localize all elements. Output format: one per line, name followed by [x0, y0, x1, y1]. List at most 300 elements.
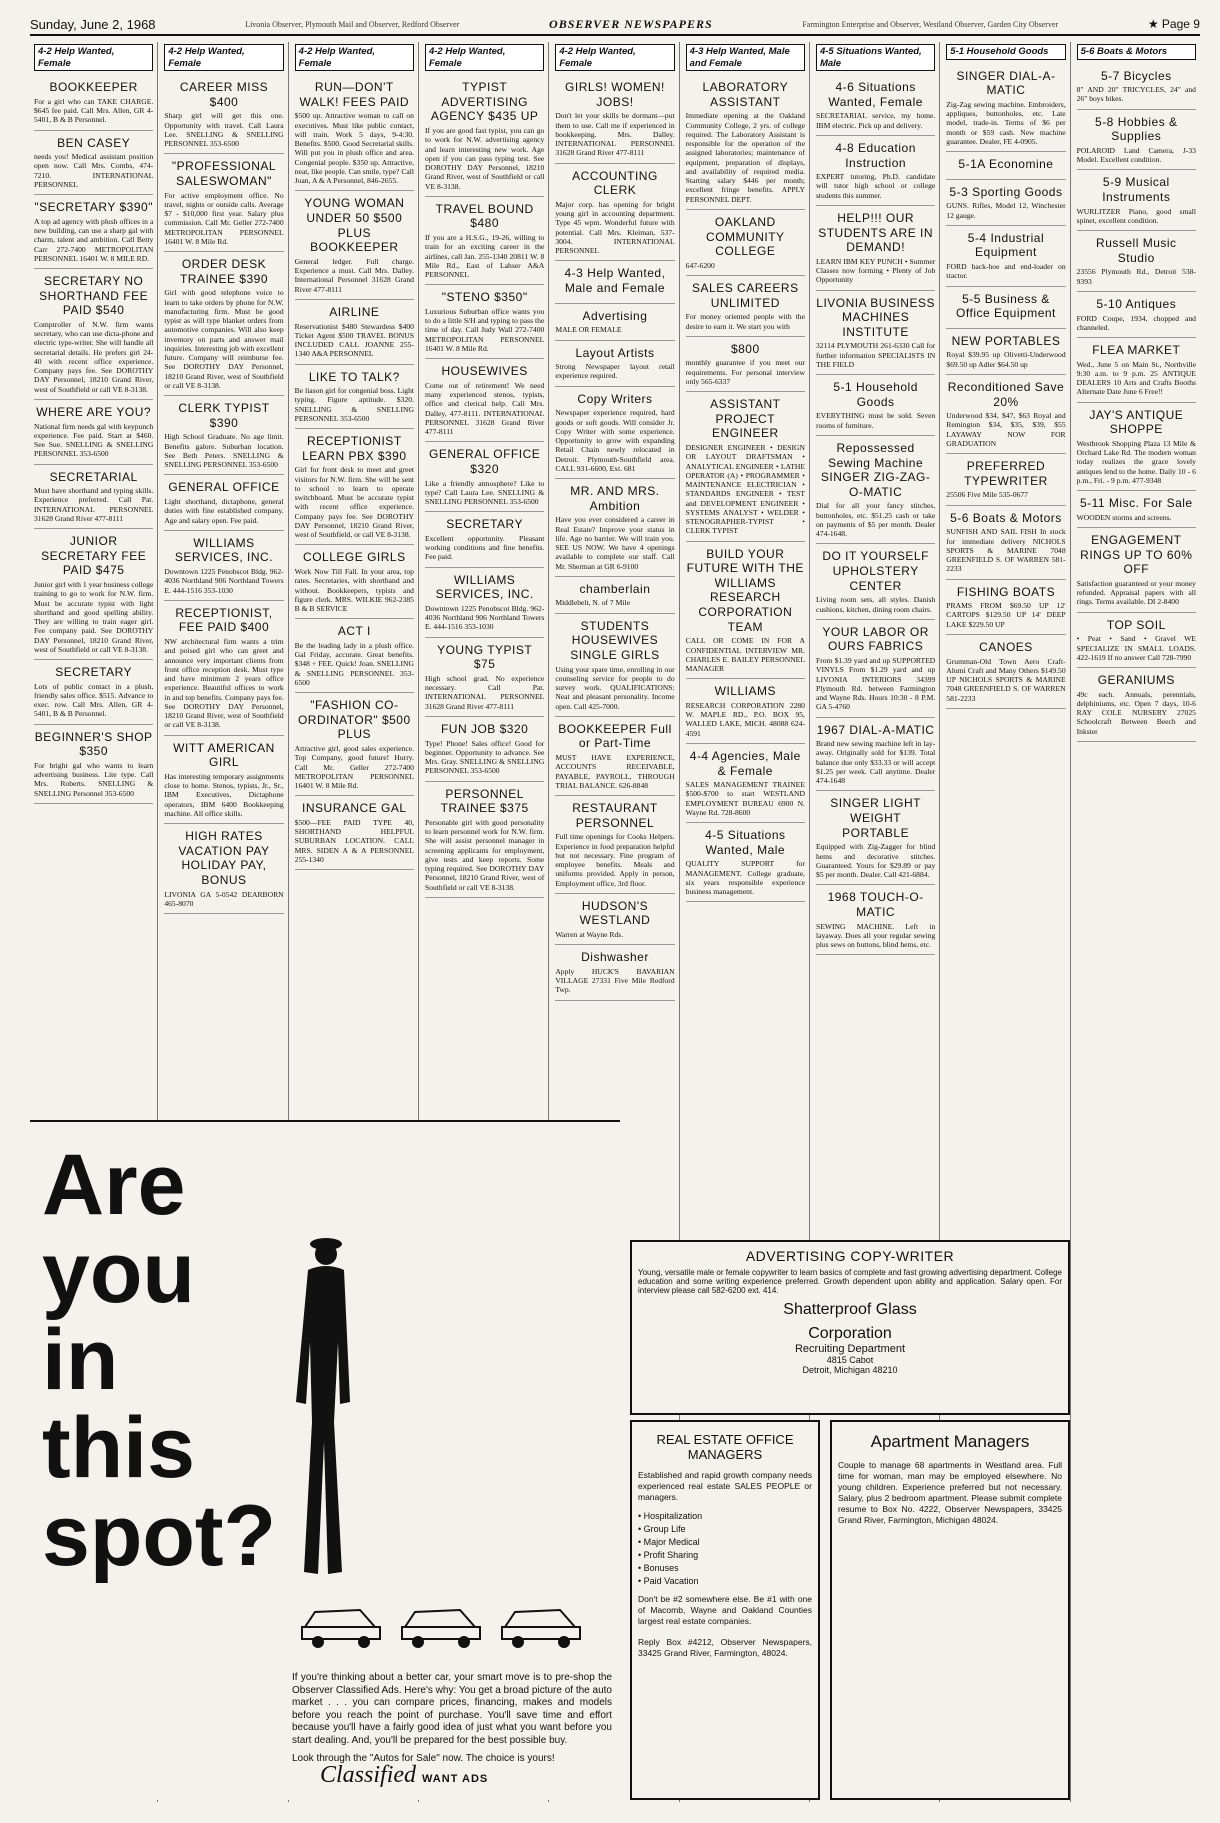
ad-title: SINGER LIGHT WEIGHT PORTABLE — [830, 796, 921, 840]
classified-ad — [164, 531, 283, 601]
classified-ad — [1077, 528, 1196, 613]
ad-title: Russell Music Studio — [1096, 236, 1177, 265]
classified-ad — [816, 791, 935, 885]
classified-ad — [425, 75, 544, 197]
ad-body: Immediate opening at the Oakland Community College, 2 yrs. of college required. The Laboratory Assistant is responsible for the operation of the assigned laboratories; maintenance of equipment, preparation of displays, and availability of required media. Starting salary $446 per month; excellent fringe benefits. APPLY PERSONNEL DEPT. — [685, 111, 805, 204]
ad-title: 4-6 Situations Wanted, Female — [828, 80, 923, 109]
ad-body: Zig-Zag sewing machine. Embroiders, appliques, buttonholes, etc. Late model, trade-in. Terms of $6 per month or $59 cash. New machine guarantee. Dealer, FE 4-0905. — [946, 99, 1066, 146]
ad-title: TRAVEL BOUND $480 — [435, 201, 534, 231]
ad-body: FORD back-hoe and end-loader on tractor. — [946, 262, 1066, 281]
ad-title: 5-8 Hobbies & Supplies — [1095, 114, 1178, 144]
classified-ad — [1077, 231, 1196, 292]
classified-ad — [295, 365, 414, 430]
classified-ad — [425, 512, 544, 567]
classified-ad — [686, 679, 805, 744]
classified-ad — [555, 717, 674, 796]
ad-title: COLLEGE GIRLS — [303, 550, 406, 565]
ad-title: RECEPTIONIST, FEE PAID $400 — [175, 605, 273, 635]
ad-title: 5-7 Bicycles — [1100, 68, 1172, 83]
classified-ad — [946, 580, 1065, 635]
ad-title: CAREER MISS $400 — [179, 80, 269, 109]
ad-title: BEGINNER'S SHOP $350 — [34, 729, 153, 759]
ad-title: "PROFESSIONAL SALESWOMAN" — [171, 159, 277, 189]
ad-title: 5-1A Economine — [958, 157, 1054, 172]
ad-body: Type! Phone! Sales office! Good for beginner. Opportunity to advance. See Mrs. Gray. SNELLING & SNELLING PERSONNEL 353-6500 — [424, 738, 545, 776]
classified-ad — [34, 660, 153, 725]
company-name-1: Shatterproof Glass — [783, 1301, 917, 1318]
ad-title: WITT AMERICAN GIRL — [173, 740, 275, 770]
classified-ad — [295, 619, 414, 693]
ad-title: Repossessed Sewing Machine SINGER ZIG-ZAG-O-MATIC — [820, 440, 931, 499]
classified-ad — [816, 136, 935, 206]
section-heading: 4-2 Help Wanted, Female — [295, 44, 414, 71]
section-heading: 5-6 Boats & Motors — [1077, 44, 1196, 60]
ad-body: Must have shorthand and typing skills. Experience preferred. Call Pat. INTERNATIONAL PERSONNEL 31628 Grand River 477-8111 — [34, 486, 154, 523]
ad-title: GENERAL OFFICE — [168, 480, 280, 495]
ad-title: SALES CAREERS UNLIMITED — [692, 281, 799, 310]
ad-title: 5-9 Musical Instruments — [1102, 175, 1171, 205]
ad-title: GIRLS! WOMEN! JOBS! — [565, 80, 665, 109]
classified-ad — [425, 568, 544, 638]
ad-body: WOODEN storms and screens. — [1076, 512, 1172, 522]
classified-ad — [555, 304, 674, 341]
ad-body: Westbrook Shopping Plaza 13 Mile & Orchard Lake Rd. The modern woman today realizes the grace lovely antiques lend to the home. Daily 10 - 6 p.m., Fri. - 9 p.m. 477-9348 — [1076, 438, 1196, 485]
ad-body: monthly guarantee if you meet our requirements. For personal interview only 565-6337 — [685, 358, 805, 386]
section-heading: 4-2 Help Wanted, Female — [425, 44, 544, 71]
ad-title: WILLIAMS SERVICES, INC. — [174, 535, 274, 565]
ad-title: 5-6 Boats & Motors — [950, 510, 1062, 525]
ad-title: ACCOUNTING CLERK — [572, 168, 658, 198]
real-estate-ad — [630, 1420, 820, 1800]
classified-ad — [425, 782, 544, 898]
classified-ad — [946, 375, 1065, 454]
classified-ad — [946, 226, 1065, 287]
ad-body: Comptroller of N.W. firm wants secretary, who can use dicta-phone and electric type-writer. She will handle all secretarial details. He prefers girl 24-40 with recent office experience. Company pays fee. See DOROTHY DAY Personnel, 18210 Grand River, west of Southfield or call VE 8-3138. — [34, 319, 154, 394]
classified-ad — [34, 269, 153, 400]
ad-title: Advertising — [582, 308, 648, 323]
ad-title: JUNIOR SECRETARY FEE PAID $475 — [41, 534, 147, 578]
ad-title: 4-5 Situations Wanted, Male — [705, 828, 786, 857]
ad-body: Middlebelt, N. of 7 Mile — [555, 598, 630, 608]
classified-ad — [425, 359, 544, 442]
classified-ad — [164, 154, 283, 252]
ad-body: $500—FEE PAID TYPE 40, SHORTHAND HELPFUL SUBURBAN LOCATION. CALL MRS. SIDEN A & A PERSONNEL 255-1340 — [294, 817, 414, 864]
classified-ad — [555, 164, 674, 262]
masthead: OBSERVER NEWSPAPERS — [549, 16, 713, 31]
classified-ad — [946, 506, 1065, 580]
ad-body: 23556 Plymouth Rd., Detroit 538-9393 — [1076, 267, 1196, 286]
ad-body: Work Now Till Fall. In your area, top rates. Secretaries, with shorthand and without. Bookkeepers, typists and figure clerk. MRS. WILKIE 962-2385 B & B SERVICE — [294, 567, 414, 614]
ad-body: Come out of retirement! We need many experienced stenos, typists, office and clerical help. Call Mrs. Dalley, 477-8111. INTERNATIONAL PERSONNEL 31628 Grand River 477-8111 — [424, 380, 545, 437]
classified-ad — [1077, 338, 1196, 403]
classified-ad — [164, 601, 283, 736]
ad-title: PERSONNEL TRAINEE $375 — [440, 786, 529, 816]
ad-body: EXPERT tutoring, Ph.D. candidate will tutor high school or college students this summer. — [815, 172, 936, 200]
ad-body: DESIGNER ENGINEER • DESIGN OR LAYOUT DRAFTSMAN • ANALYTICAL ENGINEER • LATHE OPERATOR (A) • PROGRAMMER • MAINTENANCE ELECTRICIAN • STANDARDS ENGINEER • TEST and DEVELOPMENT ENGINEER • SYSTEMS ANALYST • WELDER • STENOGRAPHER-TYPIST • CLERK TYPIST — [685, 443, 805, 536]
company-dept: Recruiting Department — [794, 1343, 906, 1355]
real-estate-reply: Reply Box #4212, Observer Newspapers, 33425 Grand River, Farmington, 48024. — [638, 1637, 812, 1659]
classified-ad — [164, 396, 283, 475]
classified-ad — [555, 479, 674, 577]
ad-title: CLERK TYPIST $390 — [178, 401, 270, 430]
ad-title: Dishwasher — [581, 950, 649, 965]
ad-title: WILLIAMS SERVICES, INC. — [435, 572, 534, 602]
ad-body: Equipped with Zig-Zagger for blind hems and decorative stitches. Guaranteed. Yours for $29.89 or pay $5 per month. Dealer. Call 421-6884. — [815, 842, 936, 880]
classified-ad — [1077, 292, 1196, 338]
ad-title: Copy Writers — [577, 391, 653, 406]
ad-body: National firm needs gal with keypunch experience. Fee paid. Start at $460. See Sue. SNELLING & SNELLING PERSONNEL 353-6500 — [34, 421, 154, 459]
copywriter-ad — [630, 1240, 1070, 1415]
big-headline — [42, 1137, 277, 1584]
ad-title: "FASHION CO-ORDINATOR" $500 PLUS — [297, 698, 411, 742]
ad-body: EVERYTHING must be sold. Seven rooms of furniture. — [815, 411, 936, 430]
classified-ad — [164, 824, 283, 914]
classified-ad — [34, 725, 153, 804]
classified-ad — [946, 64, 1065, 153]
ad-body: SECRETARIAL service, my home. IBM electric. Pick up and delivery. — [815, 111, 936, 130]
section-heading: 4-2 Help Wanted, Female — [164, 44, 283, 71]
ad-title: Layout Artists — [575, 345, 655, 360]
ad-body: $500 up. Attractive woman to call on executives. Must like public contact, will train. Work 5 days, 9-4:30. Benefits. $500. Good Secretarial skills. Will put you in plush office and area. Congenial people. $350 up. Attractive, neat, like people. Can smile, type? Call Joan, A & A Personnel, 846-2655. — [294, 111, 414, 186]
classified-ad — [686, 744, 805, 823]
ad-title: WHERE ARE YOU? — [36, 404, 152, 419]
ad-body: Royal $39.95 up Olivetti-Underwood $69.50 up Adler $64.50 up — [946, 350, 1066, 369]
ad-body-text: If you're thinking about a better car, your smart move is to pre-shop the Observer Classified Ads. Here's why: You get a broad picture of the auto market . . . you can compare prices, financing, makes and models before you reach the point of purchase. You'll save time and effort because you'll have a fairly good idea of just what you want before you start dealing. And, you'll be prepared for the best possible buy. — [292, 1672, 612, 1746]
are-you-in-this-spot-ad — [30, 1120, 620, 1800]
classified-ad — [686, 823, 805, 902]
classified-ad — [34, 195, 153, 269]
ad-title: HELP!!! OUR STUDENTS ARE IN DEMAND! — [818, 210, 934, 255]
ad-title: RUN—DON'T WALK! FEES PAID — [299, 80, 410, 109]
company-address: 4815 Cabot — [826, 1355, 874, 1365]
benefit-item: • Paid Vacation — [638, 1576, 699, 1587]
real-estate-body-2: Don't be #2 somewhere else. Be #1 with one of Macomb, Wayne and Oakland Counties largest real estate companies. — [638, 1594, 812, 1627]
ad-body: General ledger. Full charge. Experience a must. Call Mrs. Dalley. International Personnel 31628 Grand River 477-8111 — [294, 256, 414, 294]
ad-body: For a girl who can TAKE CHARGE. $645 fee paid. Call Mrs. Allen, GR 4-5401, B & B Personnel. — [34, 96, 154, 125]
ad-title: STUDENTS HOUSEWIVES SINGLE GIRLS — [570, 618, 660, 662]
ad-title: ORDER DESK TRAINEE $390 — [179, 257, 269, 286]
ad-body: 647-6200 — [685, 260, 715, 270]
classified-ad — [555, 75, 674, 164]
classified-ad — [816, 206, 935, 291]
classified-ad — [425, 442, 544, 512]
apartment-body: Couple to manage 68 apartments in Westland area. Full time for woman, man may be employed elsewhere. No young children. Experience preferred but not necessary. Salary, plus 2 bedroom apartment. Please submit complete resume to Box No. 4222, Observer Newspapers, 33425 Grand River, Farmington, Michigan 48024. — [838, 1460, 1062, 1526]
ad-title: BOOKKEEPER Full or Part-Time — [558, 721, 672, 751]
ad-body: Brand new sewing machine left in lay-away. Originally sold for $139. Total balance due only $33.33 or will accept $1.25 per week. Call anytime. Dealer 474-1648 — [815, 739, 936, 786]
ad-title: 1968 TOUCH-O-MATIC — [827, 890, 924, 919]
ad-body: Underwood $34, $47, $63 Royal and Remington $34, $35, $39, $55 LAYAWAY NOW FOR GRADUATION — [946, 411, 1066, 448]
ad-title: BEN CASEY — [57, 135, 131, 150]
ad-title: DO IT YOURSELF UPHOLSTERY CENTER — [822, 549, 929, 593]
ad-body: Be the leading lady in a plush office. Gal Friday, accurate. Great benefits. $348 + FEE. Quick! Joan. SNELLING & SNELLING PERSONNEL 353-6500 — [294, 640, 414, 687]
ad-body: POLAROID Land Camera, J-33 Model. Excellent condition. — [1076, 145, 1196, 165]
section-heading: 4-2 Help Wanted, Female — [555, 44, 674, 71]
ad-body: Have you ever considered a career in Real Estate? Improve your status in life. Age no barrier. We will train you. SEE US NOW. We have 4 openings available to complete our staff. Call Mr. Sherman at GR 6-9100 — [555, 515, 675, 571]
classified-ad — [295, 75, 414, 191]
header-left-note: Livonia Observer, Plymouth Mail and Observer, Redford Observer — [245, 19, 460, 29]
ad-title: HUDSON'S WESTLAND — [579, 898, 651, 928]
ad-title: SECRETARY — [446, 517, 524, 532]
ad-body: If you are good fast typist, you can go to work for N.W. advertising agency and learn interesting new work. Age open if you can pass typing test. See DOROTHY DAY Personnel, 18210 Grand River, west of Southfield or call VE 8-3138. — [424, 126, 545, 191]
ad-body: RESEARCH CORPORATION 2280 W. MAPLE RD., P.O. BOX 95, WALLED LAKE, MICH. 48088 624-4591 — [685, 700, 805, 738]
classified-ad — [1077, 110, 1196, 171]
classified-ad — [425, 638, 544, 717]
classified-ad — [164, 475, 283, 530]
ad-title: MR. AND MRS. Ambition — [570, 484, 660, 513]
ad-body: Has interesting temporary assignments close to home. Stenos, typists, Jr., Sr., IBM Executives, Dictaphone operators, IBM 6400 Bookkeeping machine. All office skills. — [164, 771, 284, 818]
ad-title: LIKE TO TALK? — [308, 369, 400, 384]
headline-line-5: spot? — [42, 1487, 277, 1584]
ad-body: QUALITY SUPPORT for MANAGEMENT. College graduate, six years responsible experience business management. — [685, 859, 805, 897]
classified-ad — [1077, 668, 1196, 742]
classified-ad — [164, 736, 283, 825]
ad-title: chamberlain — [579, 581, 651, 596]
logo-text: WANT ADS — [422, 1773, 489, 1785]
ad-body: Satisfaction guaranteed or your money refunded. Appraisal papers with all rings. Terms available. DI 2-8400 — [1076, 578, 1196, 607]
ad-title: CANOES — [979, 639, 1033, 654]
page-number-text: Page 9 — [1161, 17, 1200, 31]
classified-ad — [555, 945, 674, 1000]
ad-body: Junior girl with 1 year business college training to go to work for N.W. firm. Must be accurate typist with light shorthand and good spelling ability. They are willing to train eager girl. Fee company paid. See DOROTHY DAY Personnel, 18210 Grand River, west of Southfield or call VE 8-3138. — [34, 580, 154, 654]
company-city: Detroit, Michigan 48210 — [802, 1365, 898, 1375]
classified-ad — [425, 197, 544, 286]
ad-title: LIVONIA BUSINESS MACHINES INSTITUTE — [816, 295, 935, 339]
ad-body: High school grad. No experience necessary. Call Pat. INTERNATIONAL PERSONNEL 31628 Grand River 477-8111 — [424, 673, 545, 711]
classified-ad — [425, 717, 544, 782]
headline-line-3: in — [42, 1312, 119, 1409]
classified-ad — [555, 341, 674, 387]
ad-body: Downtown 1225 Penobscot Bldg. 962-4036 Northland 906 Northland Towers E. 444-1516 353-1030 — [164, 567, 284, 595]
ad-title: AIRLINE — [329, 304, 380, 319]
ad-body: Using your spare time, enrolling in our counseling service for people to do survey work. QUALIFICATIONS: Neat and pleasant personality. Income open. Call 425-7000. — [555, 664, 675, 711]
ad-body: SALES MANAGEMENT TRAINEE $500-$700 to start WESTLAND EMPLOYMENT BUREAU 6900 N. Wayne Rd. 728-8600 — [685, 780, 805, 817]
ad-body: Attractive girl, good sales experience. Top Company, good future! Hurry. Call Mr. Geller 272-7400 METROPOLITAN PERSONNEL 16401 W. 8 Mile Rd. — [294, 744, 414, 791]
header-right-note: Farmington Enterprise and Observer, Westland Observer, Garden City Observer — [802, 19, 1059, 29]
classified-ad — [686, 75, 805, 210]
real-estate-title: REAL ESTATE OFFICE MANAGERS — [656, 1432, 794, 1462]
classified-ad — [555, 796, 674, 894]
ad-body: 32114 PLYMOUTH 261-6330 Call for further information SPECIALISTS IN THE FIELD — [815, 341, 936, 369]
ad-body: WURLITZER Piano, good small spinet, excellent condition. — [1076, 206, 1196, 225]
ad-title: SECRETARY NO SHORTHAND FEE PAID $540 — [39, 274, 149, 318]
ad-body: 8" AND 20" TRICYCLES, 24" and 26" boys bikes. — [1076, 85, 1196, 104]
classified-ad — [295, 545, 414, 619]
ad-body: For money oriented people with the desire to earn it. We start you with — [685, 312, 805, 331]
ad-title: GERANIUMS — [1097, 673, 1175, 688]
page-header — [30, 14, 1200, 36]
ad-title: 5-3 Sporting Goods — [949, 184, 1063, 199]
ad-title: 5-4 Industrial Equipment — [967, 230, 1045, 260]
classified-ad — [295, 429, 414, 545]
ad-title: LABORATORY ASSISTANT — [702, 80, 789, 109]
ad-body: If you are a H.S.G., 19-26, willing to train for an exciting career in the airlines, call Jan. 255-1340 20811 W. 8 Mile Rd., East of Lahser A&A PERSONNEL — [424, 233, 545, 280]
classified-ad — [816, 75, 935, 136]
section-heading: 4-3 Help Wanted, Male and Female — [686, 44, 805, 71]
benefit-item: • Profit Sharing — [638, 1550, 699, 1561]
ad-body: MALE OR FEMALE — [555, 325, 622, 335]
ad-body: PRAMS FROM $69.50 UP 12' CARTOPS $129.50 UP 14' DEEP LAKE $229.50 UP — [946, 601, 1066, 629]
ad-title: 4-4 Agencies, Male & Female — [689, 748, 801, 778]
ad-title: GENERAL OFFICE $320 — [429, 447, 541, 476]
benefit-item: • Major Medical — [638, 1537, 700, 1548]
classified-ad — [946, 635, 1065, 709]
benefit-item: • Hospitalization — [638, 1511, 703, 1522]
real-estate-body: Established and rapid growth company needs experienced real estate SALES PEOPLE or managers. — [638, 1470, 812, 1503]
ad-title: SECRETARY — [55, 665, 133, 680]
ad-body: From $1.39 yard and up SUPPORTED VINYLS From $1.29 yard and up LIVONIA INTERIORS 34399 Plymouth Rd. between Farmington and Wayne Rds. Hours 10:30 - 8 P.M. GA 5-4760 — [815, 656, 936, 712]
headline-line-2: you — [42, 1224, 195, 1321]
ad-body: 25506 Five Mile 535-0677 — [946, 490, 1028, 500]
ad-title: "STENO $350" — [441, 290, 528, 305]
classified-ad — [1077, 403, 1196, 492]
ad-body: Major corp. has opening for bright young girl in accounting department. Type 45 wpm. Wonderful future with potential. Call Mrs. Kleiman, 537-3004. INTERNATIONAL PERSONNEL — [555, 199, 675, 256]
classified-ad — [946, 180, 1065, 226]
ad-title: JAY'S ANTIQUE SHOPPE — [1089, 407, 1184, 437]
ad-title: 4-8 Education Instruction — [835, 140, 916, 170]
classified-ad — [555, 387, 674, 479]
ad-title: HIGH RATES VACATION PAY HOLIDAY PAY, BONUS — [178, 829, 270, 887]
ad-body-text-2: Look through the "Autos for Sale" now. The choice is yours! — [292, 1753, 555, 1764]
section-heading: 4-5 Situations Wanted, Male — [816, 44, 935, 71]
classified-ad — [816, 375, 935, 436]
ad-title: 1967 DIAL-A-MATIC — [816, 722, 935, 737]
page-number: ★ Page 9 — [1147, 17, 1200, 31]
ad-body: Like a friendly atmosphere? Like to type? Call Laura Lee. SNELLING & SNELLING PERSONNEL 353-6500 — [424, 478, 545, 507]
classified-ad — [816, 885, 935, 955]
classified-ad — [295, 693, 414, 796]
ad-body: CALL OR COME IN FOR A CONFIDENTIAL INTERVIEW MR. CHARLES E. BAILEY PERSONNEL MANAGER — [685, 636, 805, 674]
ad-body: Apply HUCK'S BAVARIAN VILLAGE 27331 Five Mile Redford Twp. — [555, 966, 675, 995]
benefit-item: • Bonuses — [638, 1563, 679, 1574]
classified-ad — [34, 529, 153, 660]
ad-title: BUILD YOUR FUTURE WITH THE WILLIAMS RESEARCH CORPORATION TEAM — [686, 546, 804, 634]
classified-ad — [295, 300, 414, 365]
ad-title: NEW PORTABLES — [951, 333, 1061, 348]
ad-body: Strong Newspaper layout retail experience required. — [555, 362, 675, 381]
ad-body: Downtown 1225 Penobscot Bldg. 962-4036 Northland 906 Northland Towers E. 444-1516 353-1030 — [424, 603, 545, 632]
classified-ad — [816, 291, 935, 376]
classified-ad — [686, 276, 805, 337]
benefits-list — [638, 1511, 812, 1586]
ad-title: RESTAURANT PERSONNEL — [572, 801, 658, 830]
classified-ad — [816, 620, 935, 718]
classified-ad — [34, 465, 153, 530]
ad-body: 49c each. Annuals, perennials, delphiniums, etc. Open 7 days, 10-6 RAY COLE NURSERY 27025 Schoolcraft Between Beech and Inkster — [1076, 689, 1196, 736]
classified-ad — [686, 542, 805, 680]
classified-ad — [946, 287, 1065, 329]
apartment-managers-ad — [830, 1420, 1070, 1800]
classified-ad — [555, 894, 674, 946]
ad-body: For bright gal who wants to learn advertising business. Lite type. Call Mrs. Roberts. SNELLING & SNELLING Personnel 353-6500 — [34, 760, 154, 798]
classified-ad — [1077, 170, 1196, 231]
classified-ad — [425, 285, 544, 359]
ad-body: MUST HAVE EXPERIENCE, ACCOUNTS RECEIVABLE, PAYABLE, PAYROLL, THROUGH TRIAL BALANCE. 626-8848 — [555, 753, 675, 790]
ad-body: For active employment office. No travel, nights or outside calls. Average $7 - $10,000 first year. Salary plus commission. Call Mr. Geller 272-7400 METROPOLITAN PERSONNEL 16401 W. 8 Mile Rd. — [164, 190, 284, 246]
ad-title: 5-10 Antiques — [1096, 296, 1177, 311]
ad-title: WILLIAMS — [714, 684, 776, 699]
ad-title: SINGER DIAL-A-MATIC — [956, 68, 1056, 98]
ad-body: Be liason girl for congenial boss. Light typing. Figure aptitude. $320. SNELLING & SNELLING PERSONNEL 353-6500 — [294, 386, 414, 423]
ad-body: Don't let your skills be dormant—put them to use. Call me if experienced in bookkeeping. Mrs. Dalley. INTERNATIONAL PERSONNEL 31628 Grand River 477-8111 — [555, 111, 675, 158]
ad-title: Reconditioned Save 20% — [947, 379, 1065, 409]
ad-body: Girl with good telephone voice to learn to take orders by phone for N.W. manufacturing firm. Must be good typist as will type blanket orders from automotive companies. Will also keep inventory on parts and answer mail inquiries. Interesting job with excellent future. Company will reimburse fee. See DOROTHY DAY Personnel, 18210 Grand River, west of Southfield or call VE 8-3138. — [164, 288, 284, 390]
classified-ad — [946, 329, 1065, 375]
classified-ad — [946, 152, 1065, 180]
classified-ad — [34, 131, 153, 196]
ad-title: TOP SOIL — [1106, 617, 1166, 632]
classified-ad — [686, 337, 805, 392]
classified-ad — [816, 718, 935, 792]
ad-body: Wed., June 5 on Main St., Northville 9:30 a.m. to 9 p.m. 25 ANTIQUE DEALERS 10 Arts and Crafts Booths Alternate Date June 6 Free!! — [1076, 359, 1196, 397]
ad-title: ASSISTANT PROJECT ENGINEER — [710, 397, 781, 441]
section-heading: 5-1 Household Goods — [946, 44, 1065, 60]
ad-body: Dial for all your fancy stitches, buttonholes, etc. $51.25 cash or take on payments of $5 per month. Dealer 474-1648. — [815, 501, 936, 539]
ad-body: Reservationist $480 Stewardess $400 Ticket Agent $500 TRAVEL BONUS INCLUDED CALL JOANNE 255-1340 A&A PERSONNEL — [294, 321, 414, 359]
copywriter-title: ADVERTISING COPY-WRITER — [745, 1248, 955, 1264]
ad-body: Excellent opportunity. Pleasant working conditions and fine benefits. Fee paid. — [424, 533, 545, 562]
ad-body: Sharp girl will get this one. Opportunity with travel. Call Laura Lee. SNELLING & SNELLING PERSONNEL 353-6500 — [164, 111, 284, 149]
headline-line-1: Are — [42, 1137, 186, 1233]
benefit-item: • Group Life — [638, 1524, 686, 1535]
classified-ad — [164, 75, 283, 154]
ad-body: NW architectural firm wants a trim and poised girl who can greet and announce very important clients from front office reception desk. Must type and have minimum 2 years office experience. Beautiful offices to work in and top benefits. Company pays fee. See DOROTHY DAY Personnel, 18210 Grand River, west of Southfield or call VE 8-3138. — [164, 637, 284, 730]
classified-ad — [164, 252, 283, 396]
issue-date: Sunday, June 2, 1968 — [30, 16, 156, 32]
ad-title: 5-1 Household Goods — [833, 380, 918, 409]
ad-body — [292, 1672, 612, 1766]
ad-title: BOOKKEEPER — [49, 80, 138, 95]
ad-title: 5-5 Business & Office Equipment — [956, 291, 1056, 321]
classified-ad — [686, 210, 805, 276]
headline-line-4: this — [42, 1400, 195, 1497]
classified-ad — [295, 796, 414, 870]
ad-body: GUNS. Rifles, Model 12, Winchester 12 gauge. — [946, 201, 1066, 220]
ad-title: RECEPTIONIST LEARN PBX $390 — [302, 434, 407, 463]
ad-title: FUN JOB $320 — [440, 721, 529, 736]
logo-script: Classified — [320, 1762, 417, 1788]
ad-body: A top ad agency with plush offices in a new building, can use a sharp gal with charm, talent and ambition. Call Betty Carr 272-7400 METROPOLITAN PERSONNEL 16401 W. 8 MILE RD. — [34, 216, 154, 263]
ad-body: FORD Coupe, 1934, chopped and channeled. — [1076, 313, 1196, 332]
ad-title: PREFERRED TYPEWRITER — [964, 459, 1048, 488]
ad-body: Luxurious Suburban office wants you to do a little S/H and typing to pass the time of day. Call Judy Wall 272-7400 METROPOLITAN PERSONNEL 16401 W. 8 Mile Rd. — [424, 306, 545, 353]
ad-body: needs you! Medical assistant position open now. Call Mrs. Combs, 474-7210. INTERNATIONAL PERSONNEL — [34, 152, 154, 189]
ad-title: FISHING BOATS — [956, 584, 1056, 599]
classified-ad — [816, 436, 935, 545]
ad-body: LIVONIA GA 5-0542 DEARBORN 465-8070 — [164, 889, 284, 908]
ad-body: LEARN IBM KEY PUNCH • Summer Classes now forming • Plenty of Job Opportunity — [815, 256, 936, 285]
ad-body: Grumman-Old Town Aero Craft-Alumi Craft and Many Others $149.50 UP NICHOLS SPORTS & MARINE 7048 GREENFIELD S. OF WARREN 581-2233 — [946, 656, 1066, 703]
man-silhouette-icon — [288, 1222, 358, 1582]
ad-title: "SECRETARY $390" — [34, 200, 153, 215]
classified-ad — [295, 191, 414, 300]
ad-title: YOUNG TYPIST $75 — [437, 642, 533, 672]
ad-body: Full time openings for Cooks Helpers. Experience in food preparation helpful but not necessary. Fine program of employee benefits. Meals and uniforms provided. Apply in person, Employment office, 3rd floor. — [555, 832, 675, 888]
ad-title: 5-11 Misc. For Sale — [1079, 496, 1193, 511]
company-name-2: Corporation — [808, 1325, 892, 1342]
classified-ad — [34, 75, 153, 130]
classified-ad — [1077, 64, 1196, 110]
classified-ad — [1077, 491, 1196, 528]
classified-ad — [946, 454, 1065, 506]
classified-ad — [1077, 613, 1196, 668]
ad-title: SECRETARIAL — [49, 469, 138, 484]
classified-ad — [816, 544, 935, 619]
ad-body: Living room sets, all styles. Danish cushions, kitchen, dining room chairs. — [815, 595, 936, 614]
classified-ad — [34, 400, 153, 465]
column-9 — [1073, 42, 1200, 1802]
ad-title: 4-3 Help Wanted, Male and Female — [564, 266, 666, 296]
ad-body: Newspaper experience required, hard goods or soft goods. Will consider Jr. Copy Writer with some experience. Opportunity to grow with expanding Retail Chain newly relocated in Detroit. Plymouth-Southfield area. CALL 931-6600, Ext. 681 — [555, 408, 675, 473]
